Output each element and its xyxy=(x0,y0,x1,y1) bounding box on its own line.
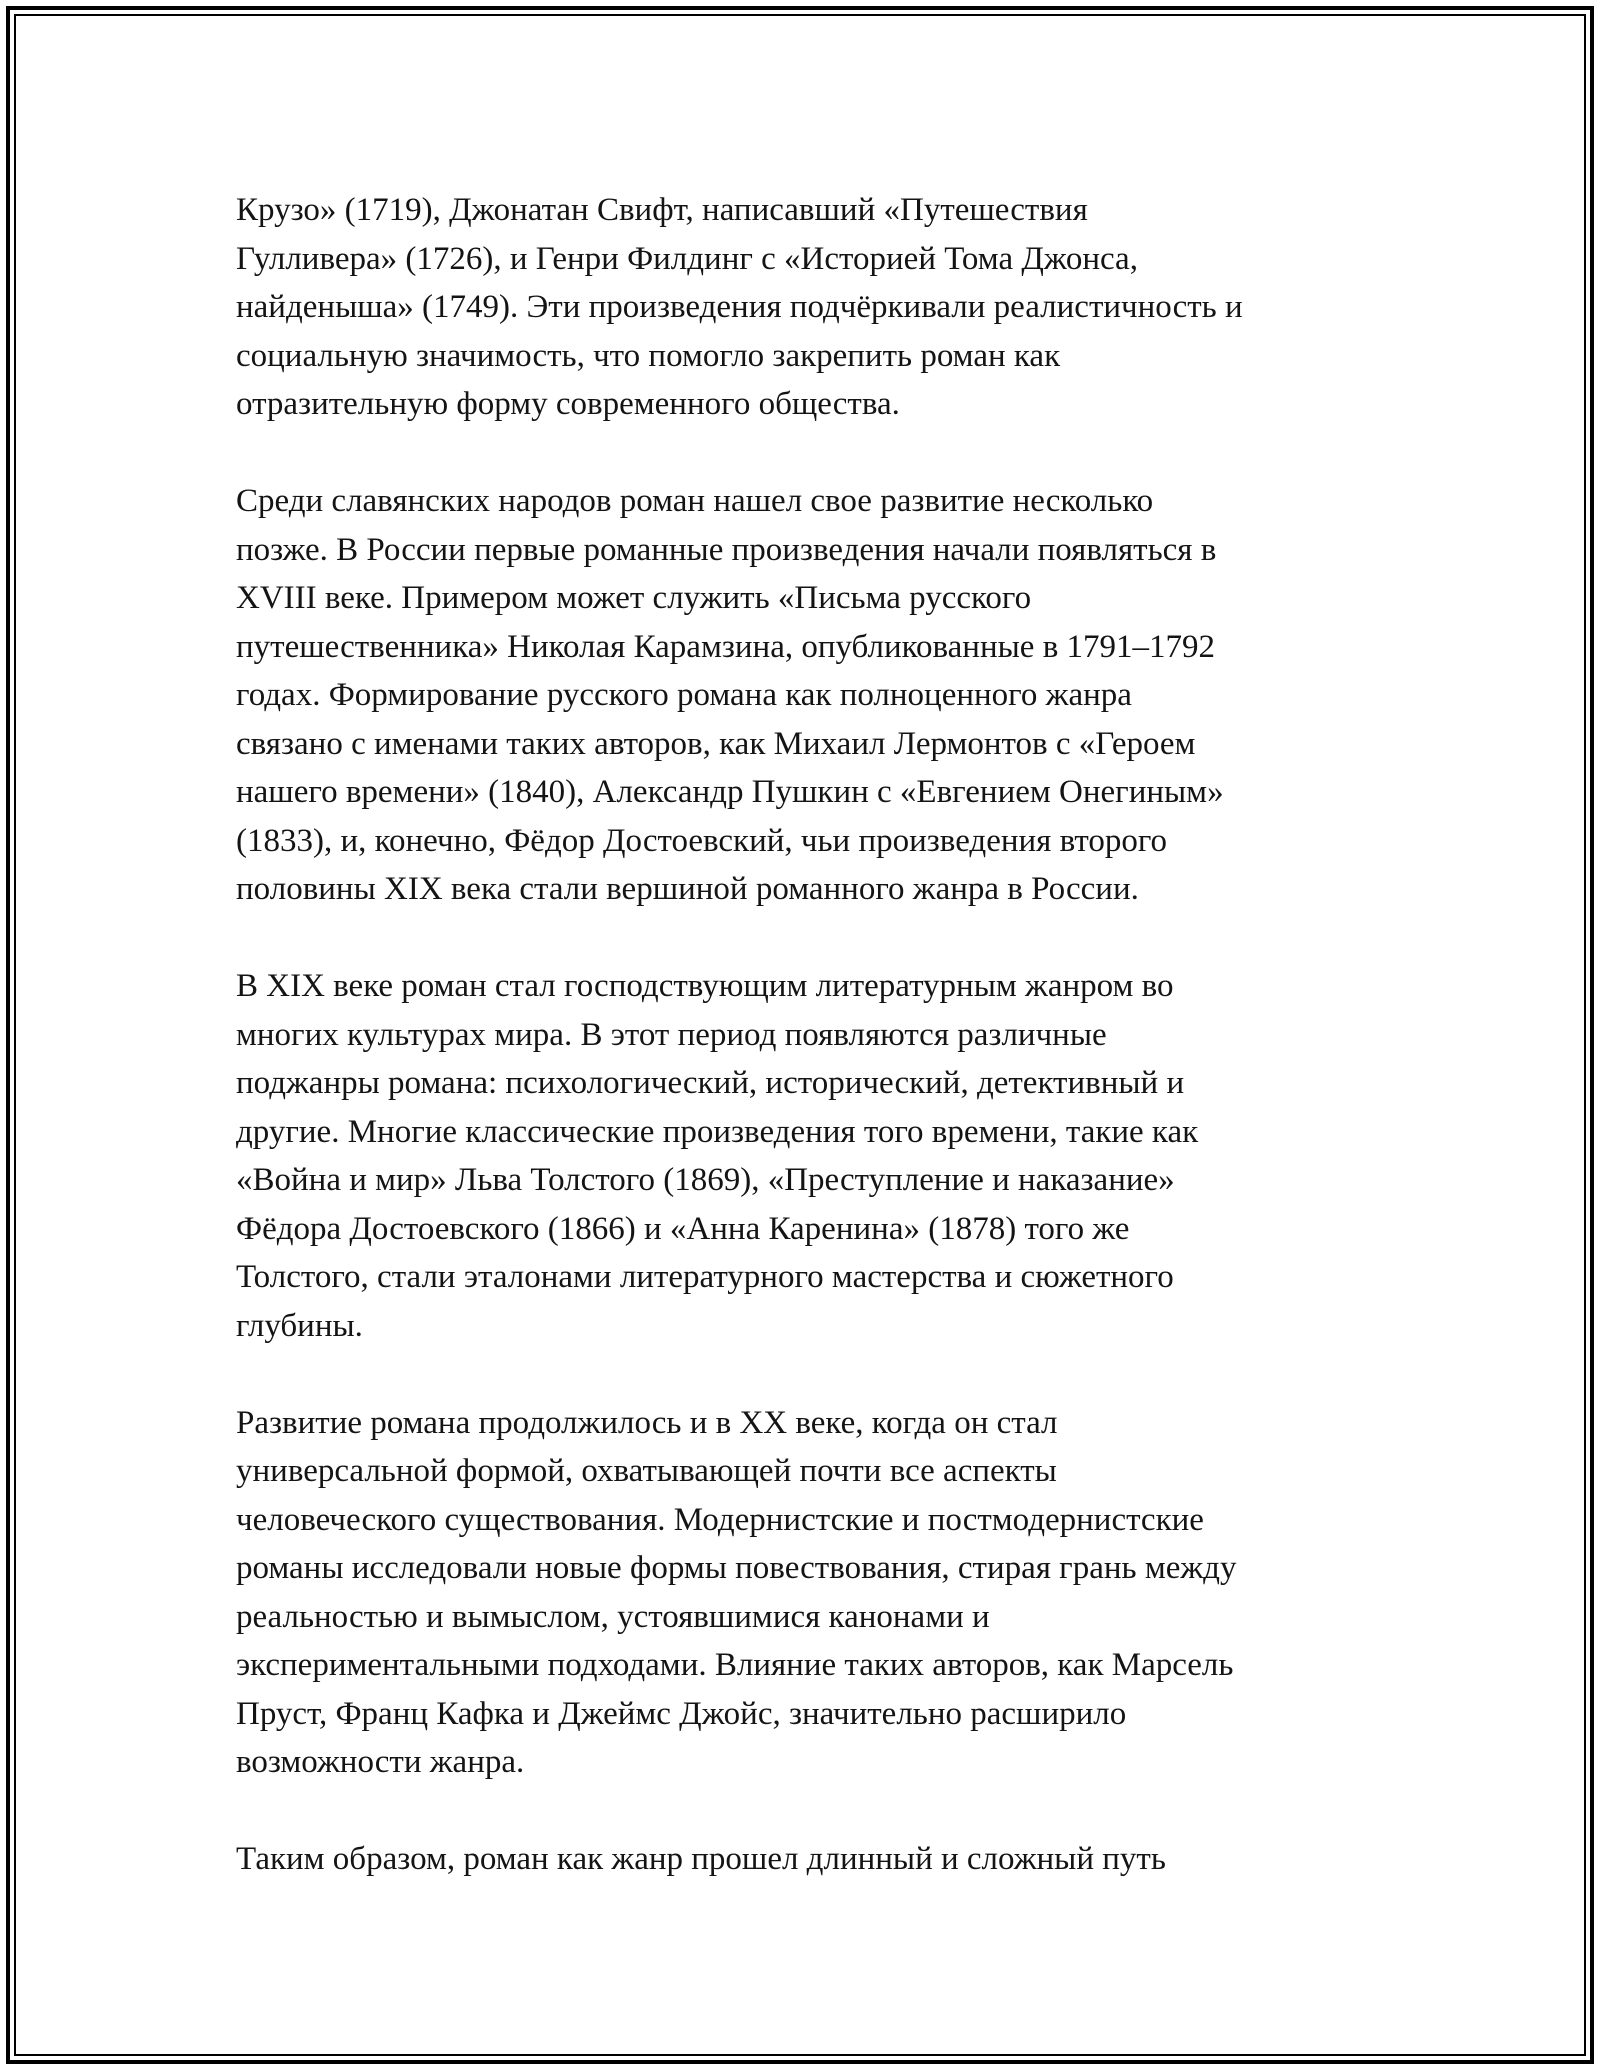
text-line: позже. В России первые романные произведения начали появляться в xyxy=(236,531,1217,568)
paragraph-2 xyxy=(236,477,1386,914)
text-line: универсальной формой, охватывающей почти все аспекты xyxy=(236,1453,1057,1489)
text-line: годах. Формирование русского романа как полноценного жанра xyxy=(236,677,1132,713)
text-line: человеческого существования. Модернистские и постмодернистские xyxy=(236,1501,1204,1538)
text-line: Фёдора Достоевского (1866) и «Анна Каренина» (1878) того же xyxy=(236,1210,1130,1247)
text-line: глубины. xyxy=(236,1307,363,1344)
paragraph-3 xyxy=(236,962,1386,1350)
text-line: нашего времени» (1840), Александр Пушкин с «Евгением Онегиным» xyxy=(236,774,1224,810)
text-line: Среди славянских народов роман нашел свое развитие несколько xyxy=(236,483,1154,519)
paragraph-4 xyxy=(236,1399,1386,1787)
text-line: связано с именами таких авторов, как Михаил Лермонтов с «Героем xyxy=(236,725,1196,762)
text-line: экспериментальными подходами. Влияние таких авторов, как Марсель xyxy=(236,1647,1234,1683)
text-line: Развитие романа продолжилось и в XX веке, когда он стал xyxy=(236,1404,1058,1441)
text-line: найденыша» (1749). Эти произведения подчёркивали реалистичность и xyxy=(236,289,1243,325)
text-line: романы исследовали новые формы повествования, стирая грань между xyxy=(236,1550,1237,1586)
text-line: «Война и мир» Льва Толстого (1869), «Преступление и наказание» xyxy=(236,1162,1175,1198)
text-line: Таким образом, роман как жанр прошел длинный и сложный путь xyxy=(236,1841,1166,1877)
text-line: XVIII веке. Примером может служить «Письма русского xyxy=(236,580,1032,616)
text-line: Пруст, Франц Кафка и Джеймс Джойс, значительно расширило xyxy=(236,1695,1127,1732)
text-line: В XIX веке роман стал господствующим литературным жанром во xyxy=(236,968,1174,1004)
text-line: социальную значимость, что помогло закрепить роман как xyxy=(236,337,1061,374)
text-line: реальностью и вымыслом, устоявшимися канонами и xyxy=(236,1598,990,1635)
paragraph-1 xyxy=(236,186,1386,429)
text-line: возможности жанра. xyxy=(236,1744,525,1780)
text-line: Крузо» (1719), Джонатан Свифт, написавший «Путешествия xyxy=(236,192,1088,228)
text-line: отразительную форму современного общества. xyxy=(236,386,900,422)
text-line: путешественника» Николая Карамзина, опубликованные в 1791–1792 xyxy=(236,628,1216,665)
text-line: другие. Многие классические произведения того времени, такие как xyxy=(236,1113,1199,1150)
text-line: половины XIX века стали вершиной романного жанра в России. xyxy=(236,871,1139,907)
text-line: Толстого, стали эталонами литературного мастерства и сюжетного xyxy=(236,1259,1174,1295)
text-line: поджанры романа: психологический, исторический, детективный и xyxy=(236,1065,1185,1101)
document-body xyxy=(236,186,1386,1932)
text-line: Гулливера» (1726), и Генри Филдинг с «Историей Тома Джонса, xyxy=(236,240,1138,277)
paragraph-5 xyxy=(236,1835,1386,1884)
text-line: многих культурах мира. В этот период появляются различные xyxy=(236,1016,1107,1053)
text-line: (1833), и, конечно, Фёдор Достоевский, чьи произведения второго xyxy=(236,822,1168,859)
